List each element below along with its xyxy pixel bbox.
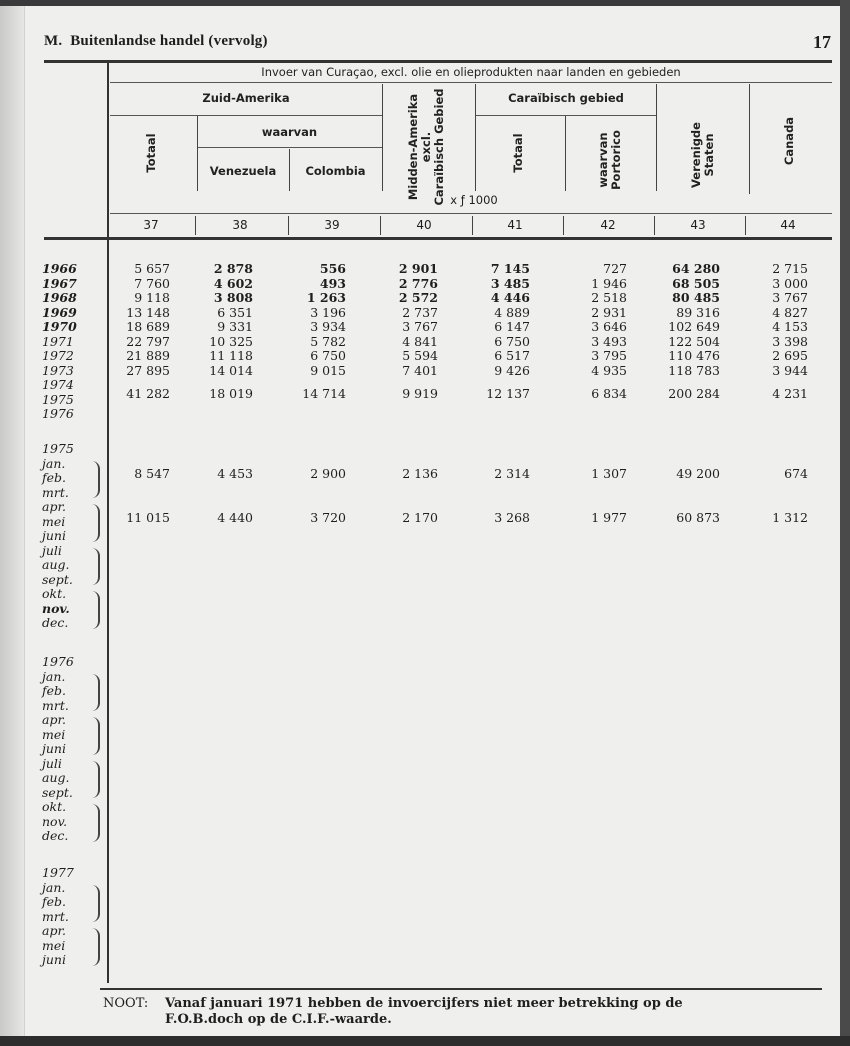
table-cell: 9 331 [217,319,253,334]
group-zuid-amerika: Zuid-Amerika [202,91,290,105]
row-label-month: dec. [42,615,69,630]
colnum-divider [380,216,381,235]
row-label-month: mei [42,726,66,742]
row-label-month: juni [42,528,66,543]
table-cell: 118 783 [668,362,720,378]
table-cell: 7 401 [402,362,438,378]
table-cell: 2 695 [772,348,808,363]
table-cell: 21 889 [126,348,170,363]
row-label-month: jan. [42,668,66,684]
col-header-totaal-cg: Totaal [511,133,525,173]
quarter-brace-icon [92,804,100,842]
table-cell: 11 015 [126,509,170,525]
column-number: 41 [507,218,523,232]
table-cell: 3 196 [310,304,346,320]
table-cell: 10 325 [209,333,253,349]
table-cell: 3 720 [310,509,346,525]
row-label-year: 1971 [42,333,74,349]
header-line: excl. [419,131,433,163]
table-cell: 674 [784,466,808,481]
column-number: 42 [600,218,616,232]
table-cell: 3 808 [213,290,253,305]
row-label-year: 1967 [42,275,77,291]
table-cell: 80 485 [672,290,720,305]
header-line: Verenigde [689,122,703,188]
table-cell: 4 841 [402,333,438,349]
row-label-month: juli [42,755,62,771]
row-label-month: okt. [42,586,67,601]
row-label-month: sept. [42,571,73,587]
row-label-year: 1976 [42,654,74,669]
table-cell: 6 834 [591,385,627,401]
footnote-label: NOOT: [103,996,149,1011]
row-label-month: apr. [42,712,67,727]
table-cell: 64 280 [672,261,720,276]
table-cell: 2 900 [310,466,346,481]
footnote [103,996,823,1028]
column-number: 38 [232,218,248,232]
header-line: waarvan [596,132,610,188]
quarter-brace-icon [92,885,100,923]
table-cell: 9 118 [134,290,170,305]
table-cell: 2 715 [772,261,808,276]
table-cell: 5 594 [402,348,438,363]
table-cell: 493 [319,275,346,291]
caraibisch-rule [476,115,656,116]
caption-rule [110,82,832,83]
table-cell: 60 873 [676,509,720,525]
table-cell: 3 767 [772,290,808,305]
table-cell: 2 878 [213,261,253,276]
table-cell: 27 895 [126,362,170,378]
header-line: Portorico [609,130,623,190]
table-cell: 11 118 [209,348,253,363]
col-header-totaal-za: Totaal [144,133,158,173]
table-cell: 4 446 [490,290,530,305]
table-cell: 49 200 [676,466,720,481]
table-cell: 9 426 [494,362,530,378]
row-label-month: feb. [42,894,66,909]
table-cell: 727 [603,261,627,276]
row-label-year: 1976 [42,406,74,421]
row-label-month: mei [42,937,66,953]
footnote-line [103,996,823,1012]
table-cell: 2 776 [398,275,438,291]
footnote-text: Vanaf januari 1971 hebben de invoercijfers niet meer betrekking op de [165,996,683,1011]
table-cell: 9 919 [402,385,438,401]
row-label-year: 1969 [42,304,77,320]
section-letter: M. [44,33,63,49]
table-cell: 4 440 [217,509,253,525]
table-cell: 122 504 [668,333,720,349]
colnum-divider [472,216,473,235]
row-label-month: jan. [42,455,66,471]
table-cell: 4 231 [772,385,808,401]
quarter-brace-icon [92,548,100,586]
row-label-year: 1973 [42,362,74,378]
table-cell: 3 767 [402,319,438,334]
row-label-month: aug. [42,770,70,785]
page-gutter [0,6,25,1046]
quarter-brace-icon [92,504,100,542]
table-cell: 1 263 [306,290,346,305]
header-line: Caraïbisch Gebied [432,88,446,206]
row-label-month: feb. [42,470,66,485]
column-number: 37 [143,218,159,232]
quarter-brace-icon [92,928,100,966]
table-caption: Invoer van Curaçao, excl. olie en olieprodukten naar landen en gebieden [261,65,681,79]
col-header-verenigde-staten [690,110,718,200]
row-label-year: 1974 [42,377,74,392]
colnum-bottom-rule [44,237,832,240]
table-cell: 1 307 [591,466,627,481]
section-heading: Buitenlandse handel (vervolg) [70,33,268,49]
table-cell: 2 136 [402,466,438,481]
row-label-month: nov. [42,813,68,829]
row-label-month: apr. [42,923,67,938]
row-label-month: sept. [42,784,73,800]
table-cell: 3 485 [490,275,530,291]
table-cell: 3 944 [772,362,808,378]
table-cell: 22 797 [126,333,170,349]
row-label-month: aug. [42,557,70,572]
row-label-month: juli [42,542,62,558]
table-cell: 556 [319,261,346,276]
table-cell: 9 015 [310,362,346,378]
row-label-month: juni [42,741,66,756]
table-cell: 3 493 [591,333,627,349]
table-cell: 102 649 [668,319,720,334]
table-cell: 3 795 [591,348,627,363]
table-cell: 3 268 [494,509,530,525]
row-label-month: mrt. [42,908,69,924]
table-cell: 14 014 [209,362,253,378]
table-cell: 3 646 [591,319,627,334]
table-cell: 6 351 [217,304,253,320]
table-cell: 2 170 [402,509,438,525]
row-label-year: 1970 [42,319,77,334]
column-number: 39 [324,218,340,232]
header-line: Midden-Amerika [406,93,420,201]
table-cell: 4 153 [772,319,808,334]
quarter-brace-icon [92,674,100,712]
row-label-month: juni [42,952,66,967]
table-cell: 18 689 [126,319,170,334]
quarter-brace-icon [92,717,100,755]
row-label-month: dec. [42,828,69,843]
note-rule [100,988,822,990]
table-cell: 8 547 [134,466,170,481]
group-waarvan: waarvan [261,125,318,139]
table-cell: 1 312 [772,509,808,525]
table-cell: 1 946 [591,275,627,291]
table-cell: 7 145 [490,261,530,276]
table-cell: 2 518 [591,290,627,305]
row-label-year: 1966 [42,261,77,276]
table-cell: 2 901 [398,261,438,276]
table-cell: 7 760 [134,275,170,291]
row-label-month: mei [42,513,66,529]
row-label-year: 1968 [42,290,77,305]
table-cell: 68 505 [672,275,720,291]
colnum-divider [654,216,655,235]
table-cell: 3 000 [772,275,808,291]
column-number: 43 [690,218,706,232]
table-cell: 6 750 [310,348,346,363]
page-number: 17 [813,32,831,52]
section-title [44,33,268,50]
table-cell: 4 827 [772,304,808,320]
table-cell: 14 714 [302,385,346,401]
row-label-year: 1972 [42,348,74,363]
footnote-text: F.O.B.doch op de C.I.F.-waarde. [165,1012,392,1027]
table-cell: 2 314 [494,466,530,481]
colnum-divider [563,216,564,235]
col-divider [565,116,566,191]
col-header-canada: Canada [782,116,796,166]
row-label-year: 1975 [42,441,74,456]
table-cell: 3 398 [772,333,808,349]
header-line: Staten [702,133,716,177]
table-cell: 6 517 [494,348,530,363]
colnum-divider [288,216,289,235]
table-cell: 2 931 [591,304,627,320]
column-number: 40 [416,218,432,232]
group-caraibisch: Caraïbisch gebied [508,91,624,105]
table-cell: 4 602 [213,275,253,291]
row-label-year: 1975 [42,391,74,407]
row-label-month: okt. [42,799,67,814]
quarter-brace-icon [92,591,100,629]
row-label-month: mrt. [42,484,69,500]
table-cell: 2 572 [398,290,438,305]
table-top-rule [44,60,832,63]
colnum-top-rule [110,213,832,214]
table-cell: 2 737 [402,304,438,320]
table-cell: 89 316 [676,304,720,320]
stub-divider [107,63,109,983]
col-header-portorico [597,115,625,205]
row-label-month: apr. [42,499,67,514]
quarter-brace-icon [92,461,100,499]
row-label-month: jan. [42,879,66,895]
page-bottom-edge [0,1036,850,1046]
row-label-month: mrt. [42,697,69,713]
col-divider [656,84,657,191]
table-cell: 12 137 [486,385,530,401]
table-cell: 4 935 [591,362,627,378]
row-label-month: nov. [42,600,70,616]
table-cell: 1 977 [591,509,627,525]
table-cell: 110 476 [668,348,720,363]
table-cell: 200 284 [668,385,720,401]
table-cell: 6 750 [494,333,530,349]
table-cell: 5 782 [310,333,346,349]
page-edge [840,0,850,1046]
col-header-colombia: Colombia [305,164,366,178]
col-divider [749,84,750,194]
unit-label: x ƒ 1000 [450,193,498,207]
colnum-divider [195,216,196,235]
table-cell: 6 147 [494,319,530,334]
table-cell: 13 148 [126,304,170,320]
row-label-year: 1977 [42,865,74,880]
col-header-venezuela: Venezuela [209,164,277,178]
waarvan-rule [197,147,382,148]
table-cell: 5 657 [134,261,170,276]
table-cell: 3 934 [310,319,346,334]
table-cell: 41 282 [126,385,170,401]
table-cell: 18 019 [209,385,253,401]
column-number: 44 [780,218,796,232]
quarter-brace-icon [92,761,100,799]
col-divider [382,84,383,191]
row-label-month: feb. [42,683,66,698]
colnum-divider [745,216,746,235]
table-cell: 4 453 [217,466,253,481]
table-cell: 4 889 [494,304,530,320]
